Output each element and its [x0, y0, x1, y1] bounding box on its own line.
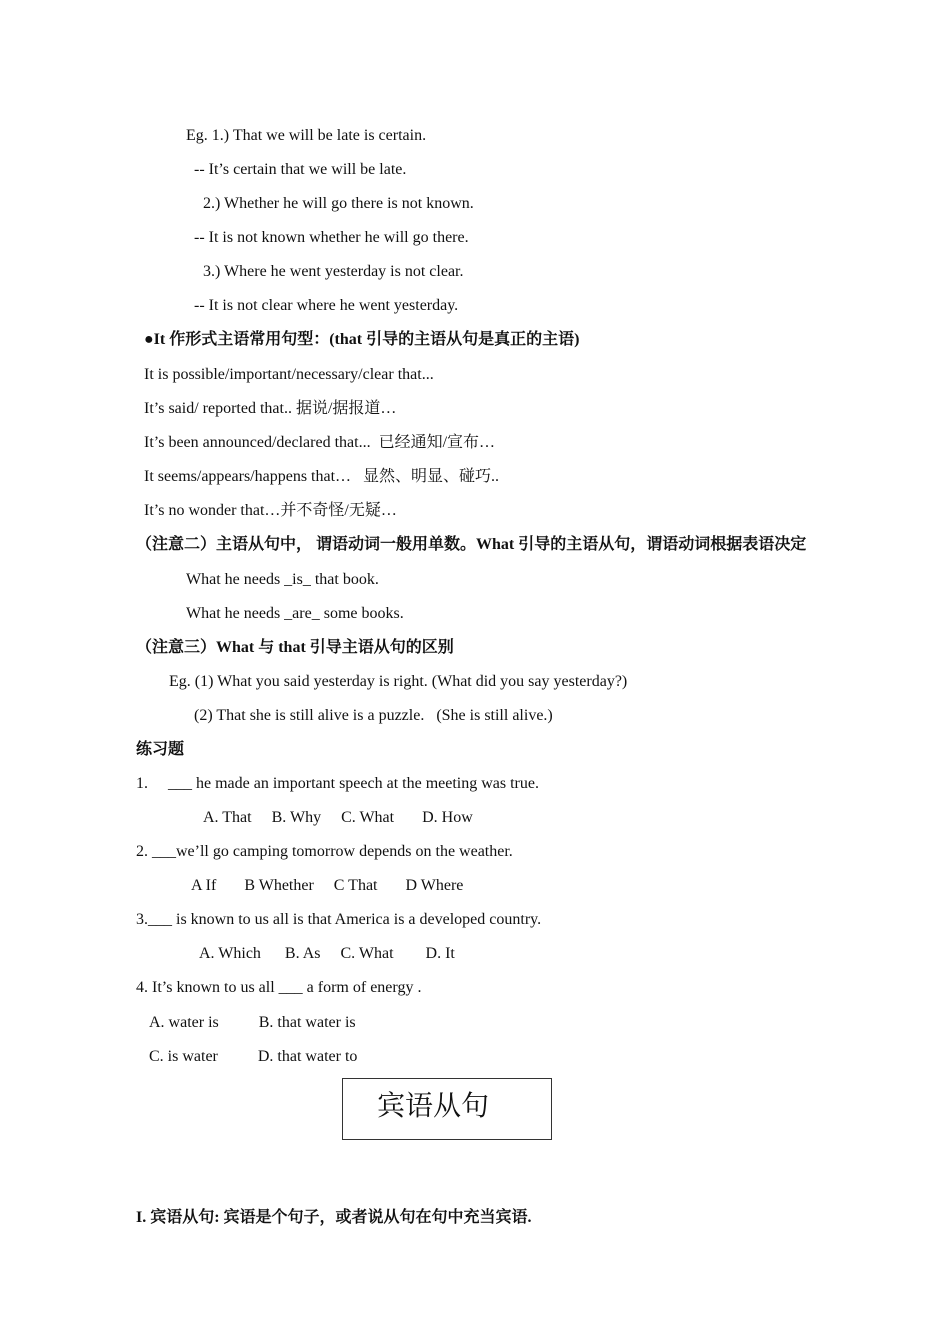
question-3-options: A. Which B. As C. What D. It [199, 945, 455, 962]
pattern-3: It’s been announced/declared that... 已经通知/宣布… [144, 434, 496, 451]
question-4-options-row-1: A. water is B. that water is [149, 1014, 356, 1031]
question-2-options: A If B Whether C That D Where [191, 877, 464, 894]
example-3-rewrite: -- It is not clear where he went yesterday. [194, 297, 459, 314]
example-1-rewrite: -- It’s certain that we will be late. [194, 161, 407, 178]
pattern-1: It is possible/important/necessary/clear that... [144, 366, 434, 383]
pattern-5: It’s no wonder that…并不奇怪/无疑… [144, 502, 397, 519]
pattern-4: It seems/appears/happens that… 显然、明显、碰巧.. [144, 468, 500, 485]
note-2-example-2: What he needs _are_ some books. [186, 605, 404, 622]
question-1-options: A. That B. Why C. What D. How [203, 809, 473, 826]
question-2: 2. ___we’ll go camping tomorrow depends on the weather. [136, 843, 513, 860]
section-title-box [342, 1078, 552, 1140]
exercise-heading: 练习题 [136, 741, 185, 758]
note-3-example-2: (2) That she is still alive is a puzzle. (She is still alive.) [194, 707, 553, 724]
note-2-example-1: What he needs _is_ that book. [186, 571, 379, 588]
it-formal-subject-heading: ●It 作形式主语常用句型：(that 引导的主语从句是真正的主语) [144, 331, 580, 348]
note-3-heading: （注意三）What 与 that 引导主语从句的区别 [136, 639, 454, 656]
example-1: Eg. 1.) That we will be late is certain. [186, 127, 427, 144]
question-3: 3.___ is known to us all is that America is a developed country. [136, 911, 542, 928]
example-2-rewrite: -- It is not known whether he will go there. [194, 229, 469, 246]
question-1: 1. ___ he made an important speech at the meeting was true. [136, 775, 539, 792]
question-4-options-row-2: C. is water D. that water to [149, 1048, 358, 1065]
note-3-example-1: Eg. (1) What you said yesterday is right. (What did you say yesterday?) [169, 673, 628, 690]
example-3: 3.) Where he went yesterday is not clear. [203, 263, 464, 280]
object-clause-definition: I. 宾语从句: 宾语是个句子，或者说从句在句中充当宾语. [136, 1209, 532, 1226]
example-2: 2.) Whether he will go there is not known. [203, 195, 474, 212]
note-2-heading: （注意二）主语从句中， 谓语动词一般用单数。What 引导的主语从句，谓语动词根据表语决定 [136, 536, 807, 553]
section-title: 宾语从句 [377, 1089, 490, 1122]
pattern-2: It’s said/ reported that.. 据说/据报道… [144, 400, 397, 417]
question-4: 4. It’s known to us all ___ a form of energy . [136, 979, 422, 996]
